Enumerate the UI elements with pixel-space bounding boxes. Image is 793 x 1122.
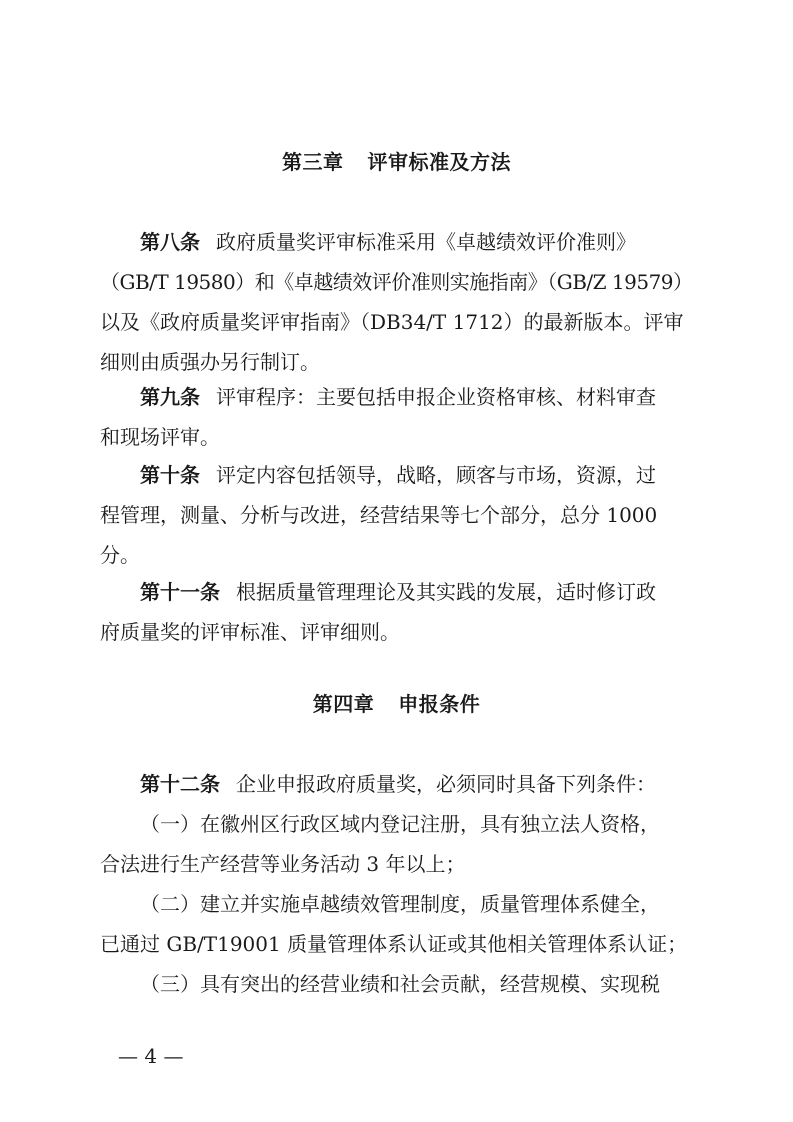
article-8-line-2: （GB/T 19580）和《卓越绩效评价准则实施指南》（GB/Z 19579）	[100, 270, 693, 294]
article-8-line-1: 第八条 政府质量奖评审标准采用《卓越绩效评价准则》	[140, 230, 636, 254]
chapter-3-heading	[0, 148, 793, 176]
article-11-line-1: 第十一条 根据质量管理理论及其实践的发展，适时修订政	[140, 580, 656, 604]
article-12-item-3-line-1: （三）具有突出的经营业绩和社会贡献，经营规模、实现税	[140, 972, 660, 996]
article-8-line-4: 细则由质强办另行制订。	[100, 350, 320, 374]
article-9-label: 第九条	[140, 385, 200, 409]
article-8-label: 第八条	[140, 230, 200, 254]
article-12-label: 第十二条	[140, 772, 220, 796]
article-8-line-3: 以及《政府质量奖评审指南》（DB34/T 1712）的最新版本。评审	[100, 310, 684, 334]
page-number: — 4 —	[118, 1044, 184, 1068]
article-10-label: 第十条	[140, 463, 200, 487]
chapter-3-title: 评审标准及方法	[367, 150, 511, 174]
article-10-line-2: 程管理，测量、分析与改进，经营结果等七个部分，总分 1000	[100, 503, 658, 527]
article-12-item-2-line-2: 已通过 GB/T19001 质量管理体系认证或其他相关管理体系认证；	[100, 932, 688, 956]
article-12-line-1: 第十二条 企业申报政府质量奖，必须同时具备下列条件：	[140, 772, 656, 796]
article-8	[100, 222, 700, 382]
article-9-line-2: 和现场评审。	[100, 425, 220, 449]
article-12-item-1-line-1: （一）在徽州区行政区域内登记注册，具有独立法人资格，	[140, 812, 660, 836]
article-11-label: 第十一条	[140, 580, 220, 604]
article-10-line-3: 分。	[100, 543, 140, 567]
article-9-line-1: 第九条 评审程序：主要包括申报企业资格审核、材料审查	[140, 385, 656, 409]
article-9	[100, 377, 700, 457]
article-12-item-1-line-2: 合法进行生产经营等业务活动 3 年以上；	[100, 852, 466, 876]
article-10-line-1: 第十条 评定内容包括领导，战略，顾客与市场，资源，过	[140, 463, 656, 487]
chapter-4-heading	[0, 690, 793, 718]
article-12	[100, 764, 700, 1004]
article-11	[100, 572, 700, 652]
article-10	[100, 455, 700, 575]
chapter-3-number: 第三章	[282, 150, 344, 174]
article-11-line-2: 府质量奖的评审标准、评审细则。	[100, 620, 400, 644]
article-12-item-2-line-1: （二）建立并实施卓越绩效管理制度，质量管理体系健全，	[140, 892, 660, 916]
chapter-4-number: 第四章	[312, 692, 375, 716]
chapter-4-title: 申报条件	[398, 692, 481, 716]
